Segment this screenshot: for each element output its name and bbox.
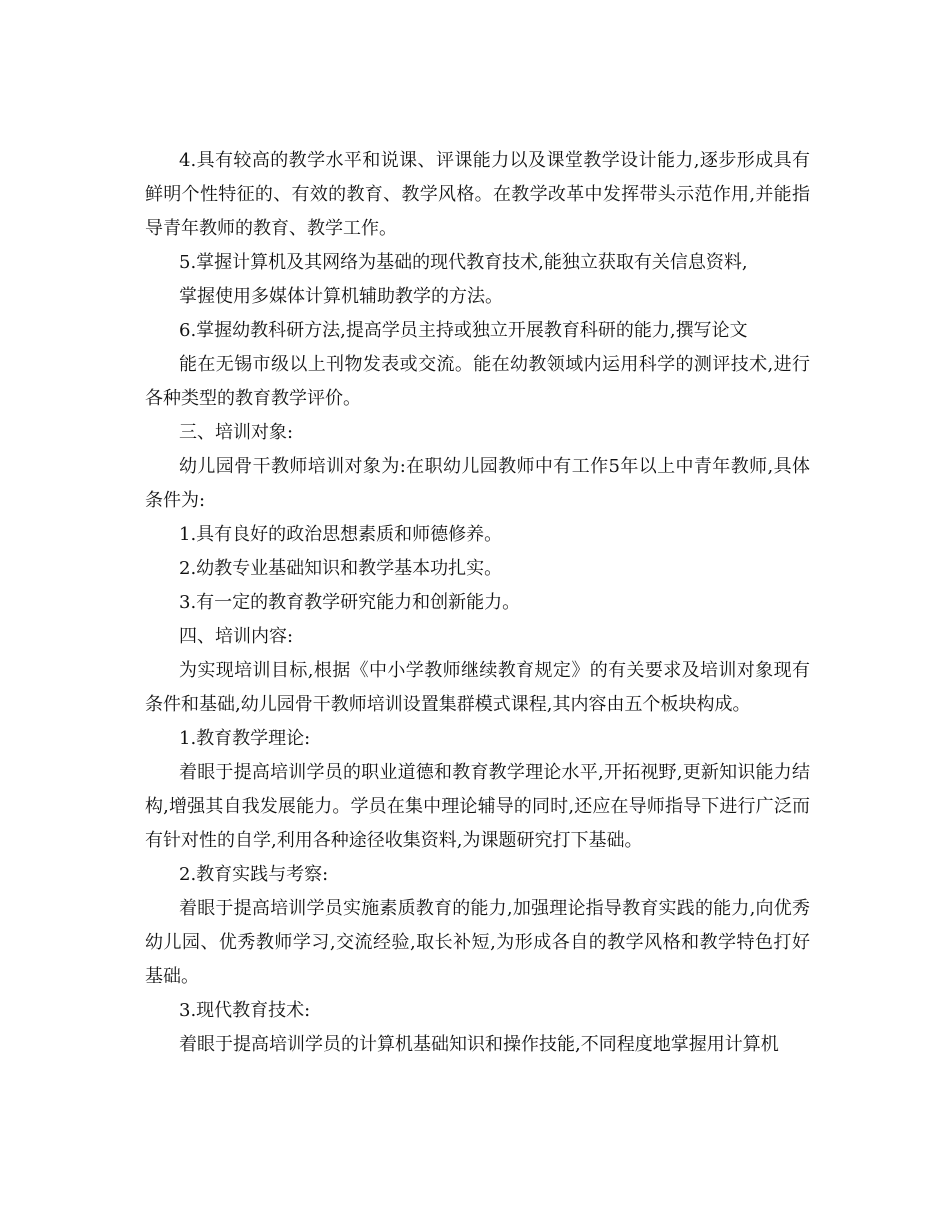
paragraph-item-6-continued: 能在无锡市级以上刊物发表或交流。能在幼教领域内运用科学的测评技术,进行各种类型的教育教学评价。 [145, 354, 810, 409]
paragraph-training-content-intro: 为实现培训目标,根据《中小学教师继续教育规定》的有关要求及培训对象现有条件和基础,幼儿园骨干教师培训设置集群模式课程,其内容由五个板块构成。 [145, 660, 810, 715]
paragraph-condition-2: 2.幼教专业基础知识和教学基本功扎实。 [179, 558, 503, 579]
paragraph-item-6: 6.掌握幼教科研方法,提高学员主持或独立开展教育科研的能力,撰写论文 [179, 320, 748, 341]
section-heading-training-content: 四、培训内容: [179, 626, 294, 647]
paragraph-education-theory: 着眼于提高培训学员的职业道德和教育教学理论水平,开拓视野,更新知识能力结构,增强其自我发展能力。学员在集中理论辅导的同时,还应在导师指导下进行广泛而有针对性的自学,利用各种途径收集资料,为课题研究打下基础。 [145, 762, 810, 851]
document-body [145, 144, 810, 1062]
subheading-modern-education-technology: 3.现代教育技术: [179, 1000, 311, 1021]
paragraph-modern-education-technology: 着眼于提高培训学员的计算机基础知识和操作技能,不同程度地掌握用计算机 [179, 1034, 779, 1055]
paragraph-training-targets: 幼儿园骨干教师培训对象为:在职幼儿园教师中有工作5年以上中青年教师,具体条件为: [145, 456, 810, 511]
paragraph-practice-and-inspection: 着眼于提高培训学员实施素质教育的能力,加强理论指导教育实践的能力,向优秀幼儿园、优秀教师学习,交流经验,取长补短,为形成各自的教学风格和教学特色打好基础。 [145, 898, 810, 987]
subheading-practice-and-inspection: 2.教育实践与考察: [179, 864, 329, 885]
paragraph-condition-1: 1.具有良好的政治思想素质和师德修养。 [179, 524, 503, 545]
paragraph-condition-3: 3.有一定的教育教学研究能力和创新能力。 [179, 592, 521, 613]
subheading-education-theory: 1.教育教学理论: [179, 728, 311, 749]
paragraph-item-5-continued: 掌握使用多媒体计算机辅助教学的方法。 [179, 286, 503, 307]
paragraph-item-5: 5.掌握计算机及其网络为基础的现代教育技术,能独立获取有关信息资料, [179, 252, 748, 273]
section-heading-training-targets: 三、培训对象: [179, 422, 294, 443]
paragraph-item-4: 4.具有较高的教学水平和说课、评课能力以及课堂教学设计能力,逐步形成具有鲜明个性特征的、有效的教育、教学风格。在教学改革中发挥带头示范作用,并能指导青年教师的教育、教学工作。 [145, 150, 810, 239]
